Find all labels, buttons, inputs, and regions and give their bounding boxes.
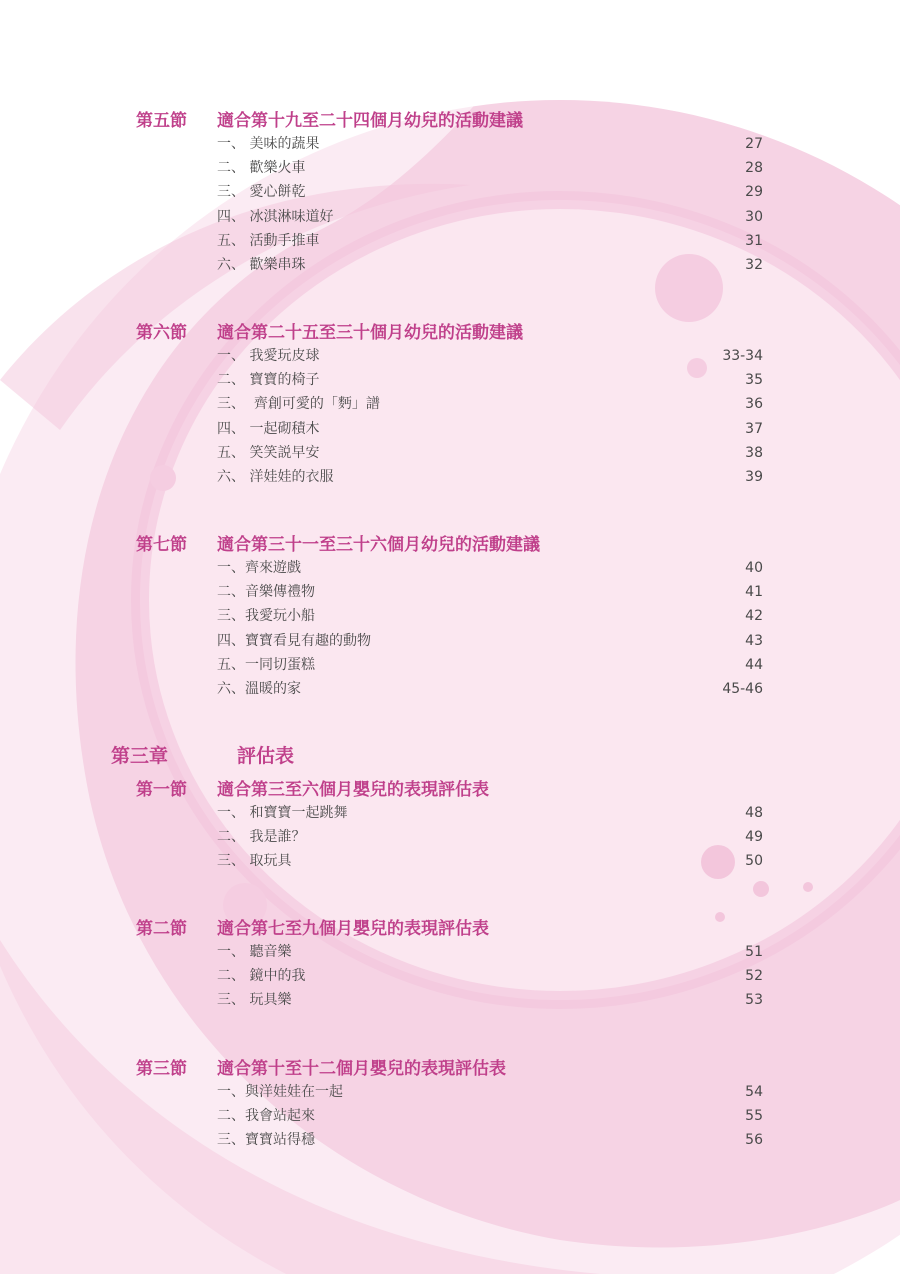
toc-entry[interactable]	[217, 827, 763, 847]
entry-page-number: 29	[745, 184, 763, 201]
entry-page-number: 39	[745, 469, 763, 485]
toc-entry[interactable]	[217, 582, 763, 602]
entry-page-number: 53	[745, 992, 763, 1009]
toc-entry[interactable]	[217, 1130, 763, 1150]
entry-page-number: 28	[745, 160, 763, 177]
entry-title: 五、 笑笑説早安	[217, 444, 320, 461]
section-title: 適合第十至十二個月嬰兒的表現評估表	[217, 1059, 506, 1079]
entry-title: 二、我會站起來	[217, 1108, 315, 1125]
entry-title: 四、 一起砌積木	[217, 420, 320, 437]
entry-title: 六、 歡樂串珠	[217, 257, 306, 273]
section-title: 適合第七至九個月嬰兒的表現評估表	[217, 919, 489, 939]
entry-page-number: 31	[745, 232, 763, 249]
section-number: 第六節	[136, 323, 187, 343]
entry-title: 二、 歡樂火車	[217, 160, 306, 177]
section-title: 適合第三十一至三十六個月幼兒的活動建議	[217, 535, 540, 555]
entry-title: 五、 活動手推車	[217, 232, 320, 249]
entry-title: 三、 齊創可愛的「麪」譜	[217, 396, 380, 413]
section-number: 第五節	[136, 111, 187, 131]
toc-entry[interactable]	[217, 467, 763, 487]
toc-entry[interactable]	[217, 1106, 763, 1126]
entry-page-number: 43	[745, 632, 763, 649]
entry-title: 六、溫暖的家	[217, 681, 301, 697]
section-number: 第二節	[136, 919, 187, 939]
toc-entry[interactable]	[217, 606, 763, 626]
section-title: 適合第二十五至三十個月幼兒的活動建議	[217, 323, 523, 343]
section-number: 第七節	[136, 535, 187, 555]
entry-title: 一、 和寶寶一起跳舞	[217, 805, 348, 821]
entry-page-number: 40	[745, 560, 763, 576]
toc-entry[interactable]	[217, 255, 763, 275]
toc-entry[interactable]	[217, 394, 763, 414]
entry-page-number: 49	[745, 829, 763, 846]
toc-entry[interactable]	[217, 1082, 763, 1102]
entry-title: 三、寶寶站得穩	[217, 1132, 315, 1149]
toc-entry[interactable]	[217, 158, 763, 178]
entry-page-number: 50	[745, 853, 763, 870]
toc-entry[interactable]	[217, 803, 763, 823]
toc-entry[interactable]	[217, 443, 763, 463]
entry-page-number: 54	[745, 1084, 763, 1100]
section-number: 第三節	[136, 1059, 187, 1079]
entry-page-number: 42	[745, 608, 763, 625]
entry-page-number: 55	[745, 1108, 763, 1125]
toc-entry[interactable]	[217, 966, 763, 986]
section-title: 適合第十九至二十四個月幼兒的活動建議	[217, 111, 523, 131]
entry-title: 三、 取玩具	[217, 853, 292, 870]
chapter-number: 第三章	[111, 745, 169, 767]
entry-title: 二、音樂傳禮物	[217, 584, 315, 601]
entry-page-number: 41	[745, 584, 763, 601]
toc-entry[interactable]	[217, 207, 763, 227]
entry-title: 六、 洋娃娃的衣服	[217, 469, 334, 485]
entry-page-number: 51	[745, 944, 763, 960]
toc-entry[interactable]	[217, 346, 763, 366]
entry-title: 五、一同切蛋糕	[217, 656, 315, 673]
toc-entry[interactable]	[217, 851, 763, 871]
toc-entry[interactable]	[217, 134, 763, 154]
toc-entry[interactable]	[217, 631, 763, 651]
toc-entry[interactable]	[217, 942, 763, 962]
entry-title: 四、 冰淇淋味道好	[217, 208, 334, 225]
entry-title: 一、 美味的蔬果	[217, 136, 320, 152]
toc-entry[interactable]	[217, 679, 763, 699]
chapter-title: 評估表	[237, 745, 295, 767]
entry-title: 四、寶寶看見有趣的動物	[217, 632, 371, 649]
entry-title: 二、 鏡中的我	[217, 968, 306, 985]
toc-entry[interactable]	[217, 558, 763, 578]
entry-page-number: 48	[745, 805, 763, 821]
entry-title: 一、 我愛玩皮球	[217, 348, 320, 364]
section-title: 適合第三至六個月嬰兒的表現評估表	[217, 780, 489, 800]
entry-page-number: 52	[745, 968, 763, 985]
toc-entry[interactable]	[217, 182, 763, 202]
entry-page-number: 37	[745, 420, 763, 437]
entry-page-number: 30	[745, 208, 763, 225]
entry-title: 二、 寶寶的椅子	[217, 372, 320, 389]
entry-page-number: 38	[745, 444, 763, 461]
toc-entry[interactable]	[217, 419, 763, 439]
toc-entry[interactable]	[217, 231, 763, 251]
entry-title: 一、 聽音樂	[217, 944, 292, 960]
entry-title: 一、齊來遊戲	[217, 560, 301, 576]
entry-page-number: 32	[745, 257, 763, 273]
entry-page-number: 44	[745, 656, 763, 673]
entry-title: 三、我愛玩小船	[217, 608, 315, 625]
toc-entry[interactable]	[217, 990, 763, 1010]
entry-title: 二、 我是誰？	[217, 829, 306, 846]
toc-entry[interactable]	[217, 370, 763, 390]
entry-title: 三、 愛心餅乾	[217, 184, 306, 201]
entry-page-number: 36	[745, 396, 763, 413]
entry-page-number: 27	[745, 136, 763, 152]
toc-entry[interactable]	[217, 655, 763, 675]
section-number: 第一節	[136, 780, 187, 800]
entry-page-number: 56	[745, 1132, 763, 1149]
entry-page-number: 35	[745, 372, 763, 389]
entry-title: 一、與洋娃娃在一起	[217, 1084, 343, 1100]
entry-page-number: 45-46	[722, 681, 763, 697]
entry-page-number: 33-34	[722, 348, 763, 364]
entry-title: 三、 玩具樂	[217, 992, 292, 1009]
